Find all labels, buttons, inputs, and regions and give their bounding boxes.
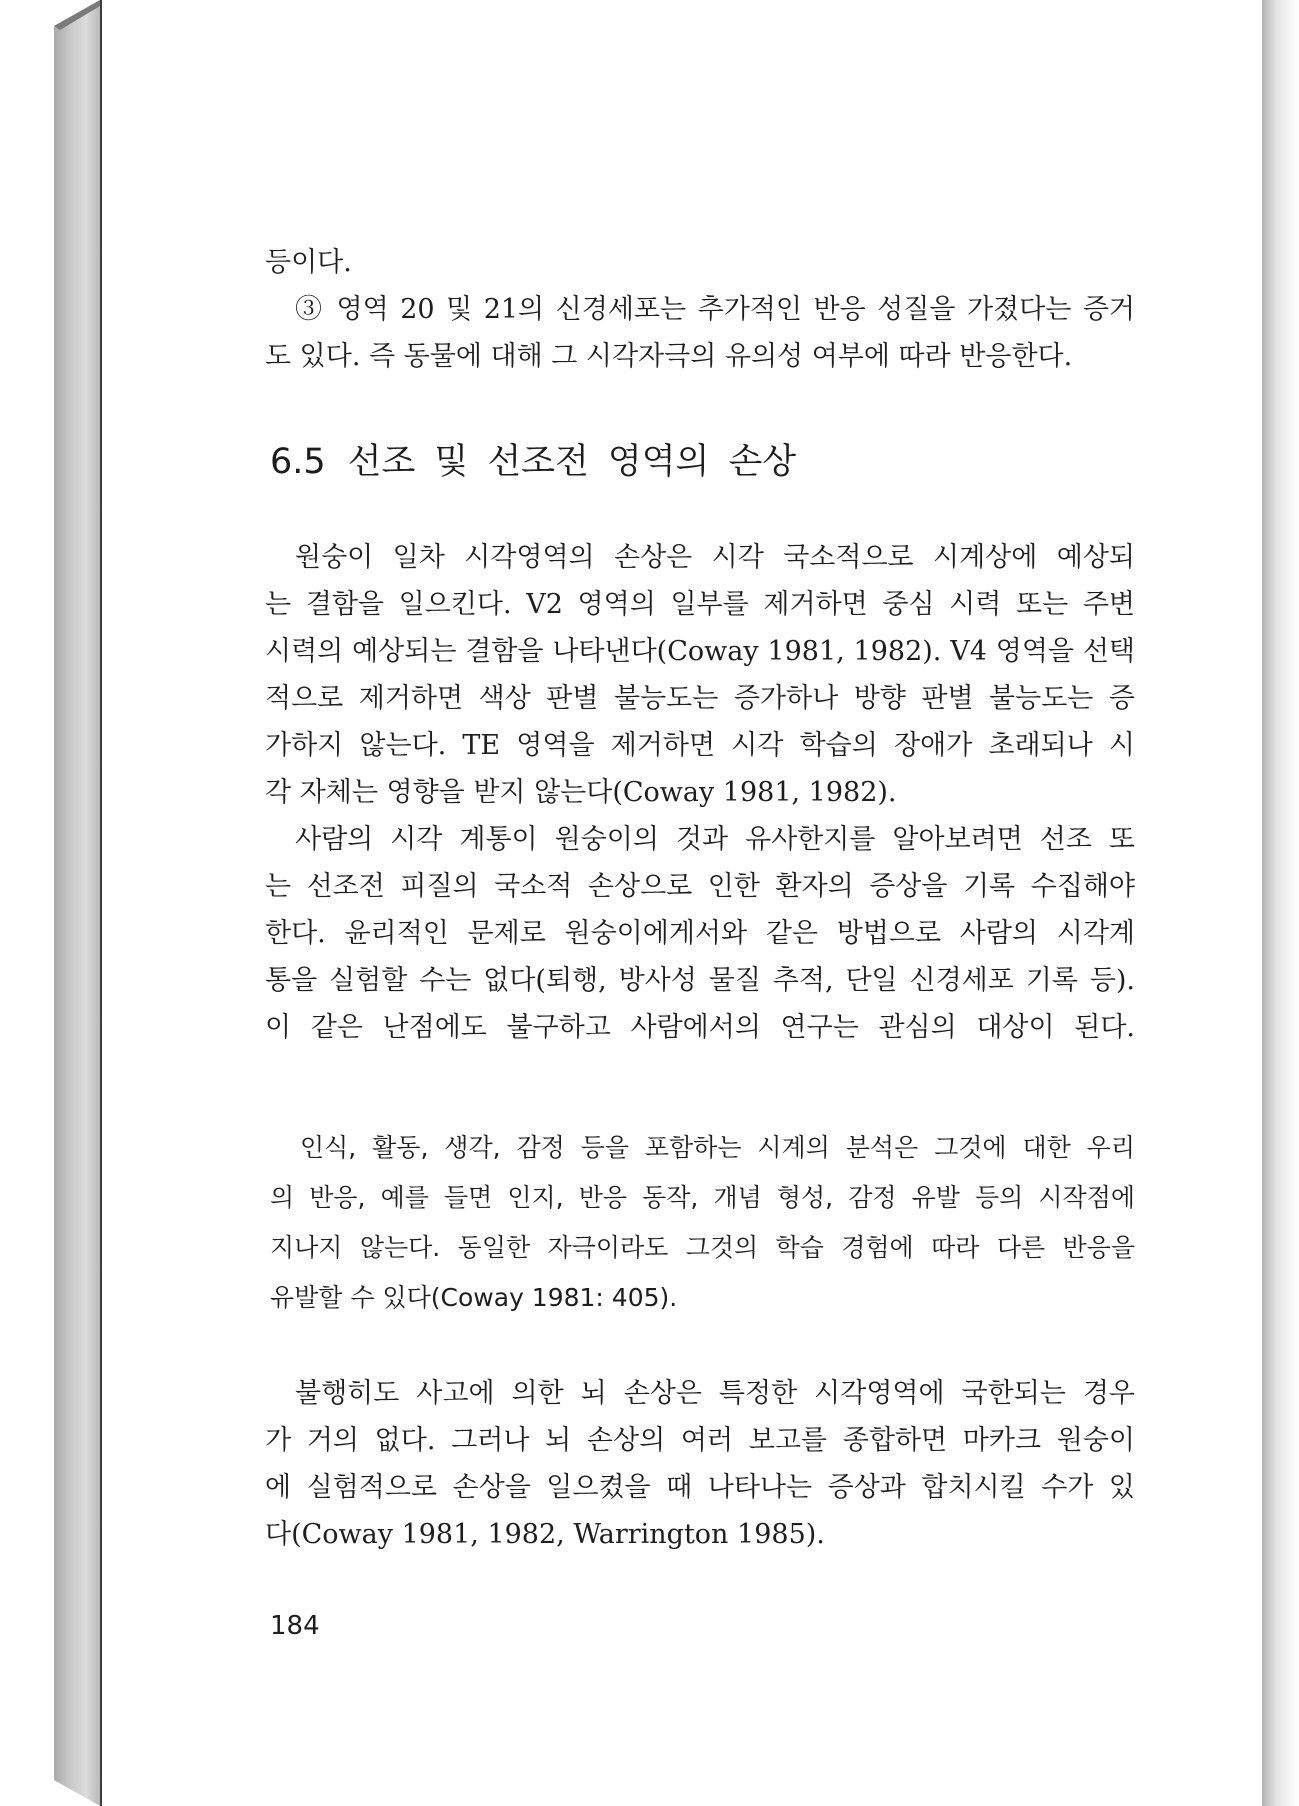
- section-number: 6.5: [270, 442, 326, 482]
- book-spine: [54, 0, 100, 1806]
- text-line: 가하지 않는다. TE 영역을 제거하면 시각 학습의 장애가 초래되나 시: [265, 730, 1135, 761]
- quote-line: 인식, 활동, 생각, 감정 등을 포함하는 시계의 분석은 그것에 대한 우리: [300, 1133, 1135, 1162]
- page-edge-shadow: [1262, 0, 1299, 1806]
- text-line: 에 실험적으로 손상을 일으켰을 때 나타나는 증상과 합치시킬 수가 있: [265, 1472, 1135, 1503]
- text-line: 불행히도 사고에 의한 뇌 손상은 특정한 시각영역에 국한되는 경우: [295, 1378, 1135, 1409]
- text-line: 가 거의 없다. 그러나 뇌 손상의 여러 보고를 종합하면 마카크 원숭이: [265, 1425, 1135, 1456]
- text-line: 도 있다. 즉 동물에 대해 그 시각자극의 유의성 여부에 따라 반응한다.: [265, 341, 1073, 372]
- text-line: 각 자체는 영향을 받지 않는다(Coway 1981, 1982).: [265, 777, 897, 808]
- section-title: 선조 및 선조전 영역의 손상: [347, 442, 797, 482]
- text-line: 통을 실험할 수는 없다(퇴행, 방사성 물질 추적, 단일 신경세포 기록 등).: [265, 965, 1135, 996]
- text-line: 적으로 제거하면 색상 판별 불능도는 증가하나 방향 판별 불능도는 증: [265, 683, 1135, 714]
- text-line: ③ 영역 20 및 21의 신경세포는 추가적인 반응 성질을 가졌다는 증거: [295, 294, 1135, 325]
- text-line: 이 같은 난점에도 불구하고 사람에서의 연구는 관심의 대상이 된다.: [265, 1012, 1135, 1043]
- quote-line: 유발할 수 있다(Coway 1981: 405).: [270, 1283, 678, 1312]
- text-line: 는 결함을 일으킨다. V2 영역의 일부를 제거하면 중심 시력 또는 주변: [265, 589, 1135, 620]
- quote-line: 의 반응, 예를 들면 인지, 반응 동작, 개념 형성, 감정 유발 등의 시작점에: [270, 1183, 1135, 1212]
- text-line: 사람의 시각 계통이 원숭이의 것과 유사한지를 알아보려면 선조 또: [295, 824, 1135, 855]
- page-number: 184: [270, 1611, 320, 1641]
- section-heading: [270, 440, 796, 484]
- quote-line: 지나지 않는다. 동일한 자극이라도 그것의 학습 경험에 따라 다른 반응을: [270, 1233, 1135, 1262]
- text-line: 등이다.: [265, 247, 352, 278]
- text-line: 원숭이 일차 시각영역의 손상은 시각 국소적으로 시계상에 예상되: [295, 542, 1135, 573]
- text-line: 는 선조전 피질의 국소적 손상으로 인한 환자의 증상을 기록 수집해야: [265, 871, 1135, 902]
- text-line: 다(Coway 1981, 1982, Warrington 1985).: [265, 1519, 825, 1550]
- text-line: 시력의 예상되는 결함을 나타낸다(Coway 1981, 1982). V4 영역을 선택: [265, 636, 1135, 667]
- text-line: 한다. 윤리적인 문제로 원숭이에게서와 같은 방법으로 사람의 시각계: [265, 918, 1135, 949]
